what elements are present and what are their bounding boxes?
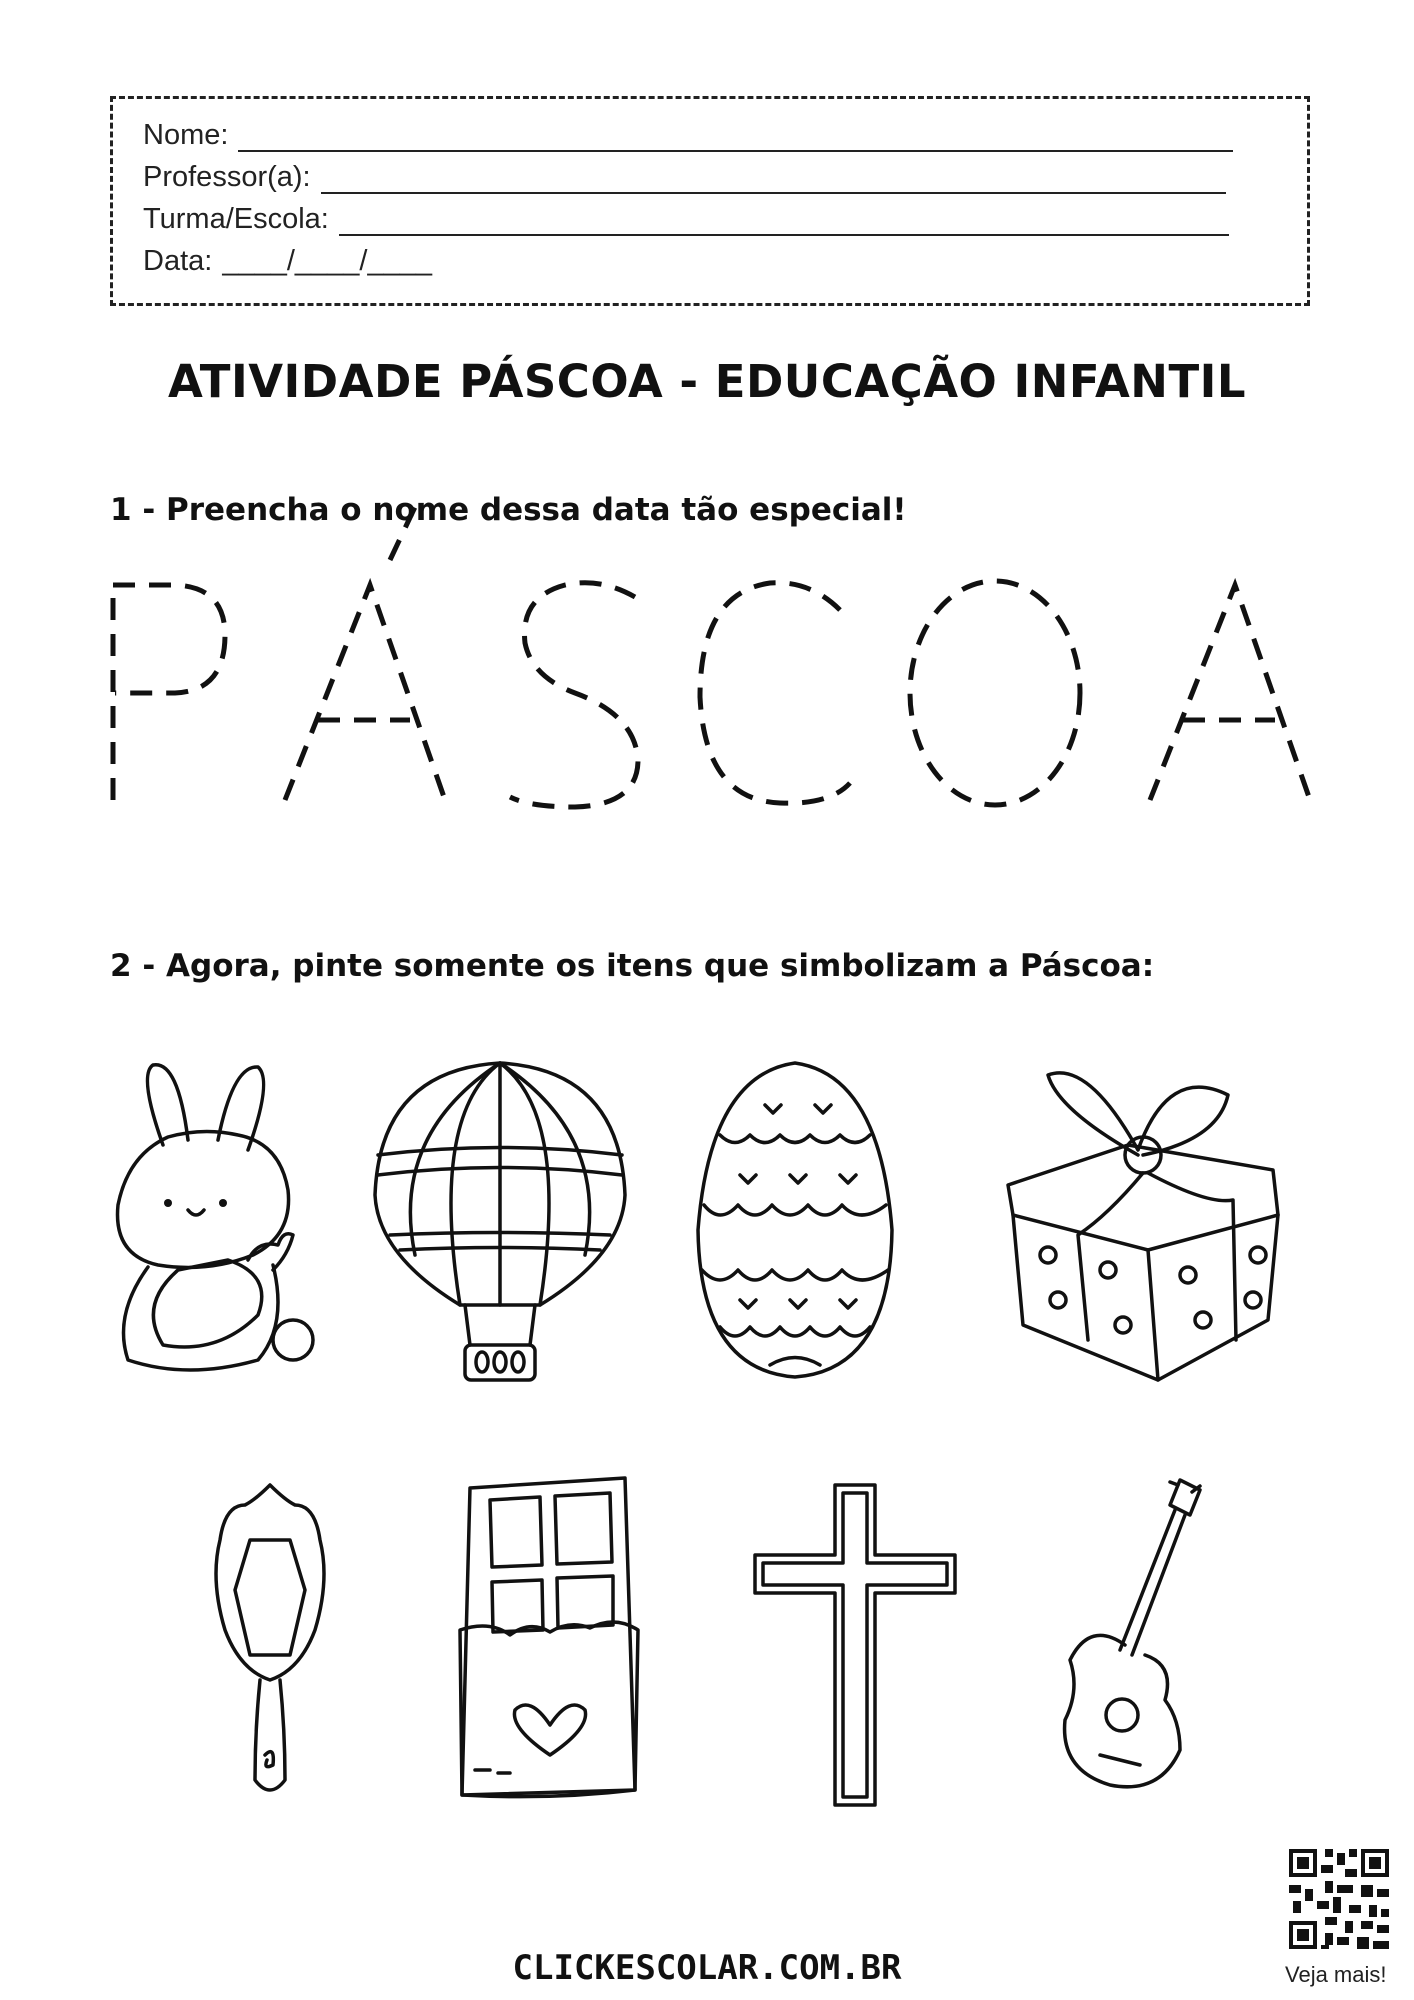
cross-icon[interactable] bbox=[750, 1480, 960, 1810]
name-line[interactable] bbox=[238, 126, 1233, 152]
hand-mirror-icon[interactable] bbox=[205, 1480, 335, 1800]
qr-caption: Veja mais! bbox=[1285, 1962, 1387, 1987]
hot-air-balloon-icon[interactable] bbox=[370, 1055, 630, 1385]
question-1: 1 - Preencha o nome dessa data tão especial! bbox=[110, 492, 907, 528]
date-field[interactable] bbox=[143, 245, 432, 278]
footer-site[interactable]: CLICKESCOLAR.COM.BR bbox=[512, 1948, 902, 1988]
gift-box-icon[interactable] bbox=[998, 1055, 1288, 1385]
class-line[interactable] bbox=[339, 210, 1229, 236]
teacher-label: Professor(a): bbox=[143, 161, 311, 193]
teacher-field[interactable] bbox=[143, 161, 1226, 194]
easter-egg-icon[interactable] bbox=[690, 1055, 900, 1385]
guitar-icon[interactable] bbox=[1050, 1470, 1220, 1800]
name-field[interactable] bbox=[143, 119, 1233, 152]
page-title: ATIVIDADE PÁSCOA - EDUCAÇÃO INFANTIL bbox=[167, 355, 1247, 408]
bunny-icon[interactable] bbox=[108, 1055, 318, 1385]
chocolate-bar-icon[interactable] bbox=[450, 1470, 650, 1800]
teacher-line[interactable] bbox=[321, 168, 1226, 194]
date-label: Data: bbox=[143, 245, 213, 277]
trace-word-pascoa[interactable] bbox=[0, 580, 1414, 840]
date-blank[interactable]: ____/____/____ bbox=[222, 245, 432, 277]
name-label: Nome: bbox=[143, 119, 229, 151]
student-info-box bbox=[110, 96, 1310, 306]
class-label: Turma/Escola: bbox=[143, 203, 329, 235]
class-field[interactable] bbox=[143, 203, 1229, 236]
qr-code-icon[interactable] bbox=[1285, 1845, 1393, 1953]
question-2: 2 - Agora, pinte somente os itens que simbolizam a Páscoa: bbox=[110, 948, 1155, 984]
